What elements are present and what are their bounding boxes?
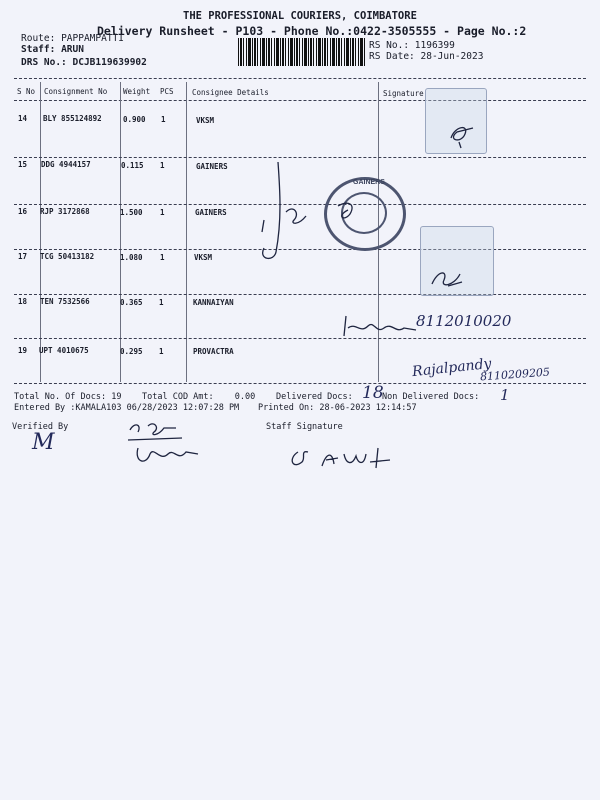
entered-by-label: Entered By :: [14, 403, 76, 413]
delivered-docs-label: Delivered Docs:: [276, 392, 353, 402]
row-19-phone: 8110209205: [479, 365, 551, 384]
staff-line: [21, 44, 84, 55]
row-pcs: 1: [160, 161, 165, 170]
non-delivered-docs-label: Non Delivered Docs:: [382, 392, 480, 402]
row-19-name: Rajalpandy: [411, 355, 493, 381]
staff-label: Staff:: [21, 44, 56, 55]
row-consignment: TEN 7532566: [40, 297, 90, 306]
rs-date-line: [369, 51, 483, 62]
barcode: [238, 38, 366, 66]
row-consignment: RJP 3172868: [40, 207, 90, 216]
row-weight: 0.900: [123, 115, 146, 124]
row-sno: 18: [18, 297, 28, 306]
col-weight: Weight: [123, 87, 151, 96]
table-top-rule: [14, 78, 586, 79]
signature-row-17: [428, 266, 468, 292]
row-pcs: 1: [161, 115, 166, 124]
runsheet-title: Delivery Runsheet - P103 - Phone No.:0422-3505555 - Page No.:2: [97, 24, 527, 38]
rs-no-value: 1196399: [414, 40, 455, 51]
route-line: [21, 33, 124, 44]
rs-no-label: RS No.:: [369, 40, 410, 51]
staff-signature: [286, 444, 396, 474]
row-weight: 1.500: [120, 208, 143, 217]
row-pcs: 1: [159, 347, 164, 356]
entered-by-line: [14, 403, 239, 413]
row-consignment: UPT 4010675: [39, 346, 89, 355]
cod-line: [142, 392, 255, 402]
row-sno: 15: [18, 160, 28, 169]
row-pcs: 1: [159, 298, 164, 307]
route-value: PAPPAMPATTI: [61, 33, 124, 44]
row-consignment: DDG 4944157: [41, 160, 91, 169]
col-pcs: PCS: [160, 87, 174, 96]
row-rule: [14, 157, 586, 158]
row-consignment: BLY 855124892: [43, 114, 102, 123]
verifier-signature: [124, 418, 204, 474]
col-sep: [186, 82, 187, 382]
row-weight: 0.365: [120, 298, 143, 307]
row-sno: 16: [18, 207, 28, 216]
entered-by-value: KAMALA103 06/28/2023 12:07:28 PM: [75, 403, 240, 413]
verifier-initials: M: [32, 430, 55, 455]
verified-by-label: Verified By: [12, 422, 69, 432]
printed-on-value: 28-06-2023 12:14:57: [319, 403, 417, 413]
total-docs-value: 19: [111, 392, 122, 402]
row-rule: [14, 338, 586, 339]
row-18-phone: 8112010020: [416, 312, 512, 330]
table-bottom-rule: [14, 383, 586, 384]
col-sep: [120, 82, 121, 382]
route-label: Route:: [21, 33, 56, 44]
row-consignee: GAINERS: [196, 162, 228, 171]
row-weight: 0.295: [120, 347, 143, 356]
non-delivered-docs-count: 1: [500, 386, 510, 404]
rs-date-label: RS Date:: [369, 51, 415, 62]
col-consignee: Consignee Details: [192, 88, 269, 97]
row-rule: [14, 294, 586, 295]
row-consignee: VKSM: [196, 116, 215, 125]
row-consignment: TCG 50413182: [40, 252, 95, 261]
col-sno: S No: [17, 87, 36, 96]
row-sno: 14: [18, 114, 28, 123]
cod-value: 0.00: [234, 392, 256, 402]
row-sno: 19: [18, 346, 28, 355]
printed-on-line: [258, 403, 417, 413]
row-weight: 0.115: [121, 161, 144, 170]
total-docs-line: [14, 392, 122, 402]
drs-label: DRS No.:: [21, 57, 67, 68]
col-sep: [40, 82, 41, 382]
total-docs-label: Total No. Of Docs:: [14, 392, 107, 402]
header-bottom-rule: [14, 100, 586, 101]
row-weight: 1.080: [120, 253, 143, 262]
row-consignee: GAINERS: [195, 208, 227, 217]
cod-label: Total COD Amt:: [142, 392, 214, 402]
staff-signature-label: Staff Signature: [266, 422, 343, 432]
printed-on-label: Printed On:: [258, 403, 315, 413]
company-name: THE PROFESSIONAL COURIERS, COIMBATORE: [183, 10, 417, 22]
row-pcs: 1: [160, 208, 165, 217]
rs-no-line: [369, 40, 455, 51]
col-signature: Signature: [383, 89, 424, 98]
signature-row-18: [340, 312, 420, 340]
signature-row-15-16: [252, 160, 372, 270]
rs-date-value: 28-Jun-2023: [420, 51, 484, 62]
row-consignee: PROVACTRA: [193, 347, 234, 356]
staff-value: ARUN: [61, 44, 84, 55]
col-consignment: Consignment No: [44, 87, 108, 96]
row-pcs: 1: [160, 253, 165, 262]
round-stamp-text: GAINERS: [353, 179, 385, 186]
row-consignee: KANNAIYAN: [193, 298, 234, 307]
row-consignee: VKSM: [194, 253, 213, 262]
drs-line: [21, 57, 147, 68]
delivered-docs-count: 18: [362, 383, 384, 403]
drs-value: DCJB119639902: [72, 57, 147, 68]
signature-row-14: [443, 120, 483, 150]
row-sno: 17: [18, 252, 28, 261]
